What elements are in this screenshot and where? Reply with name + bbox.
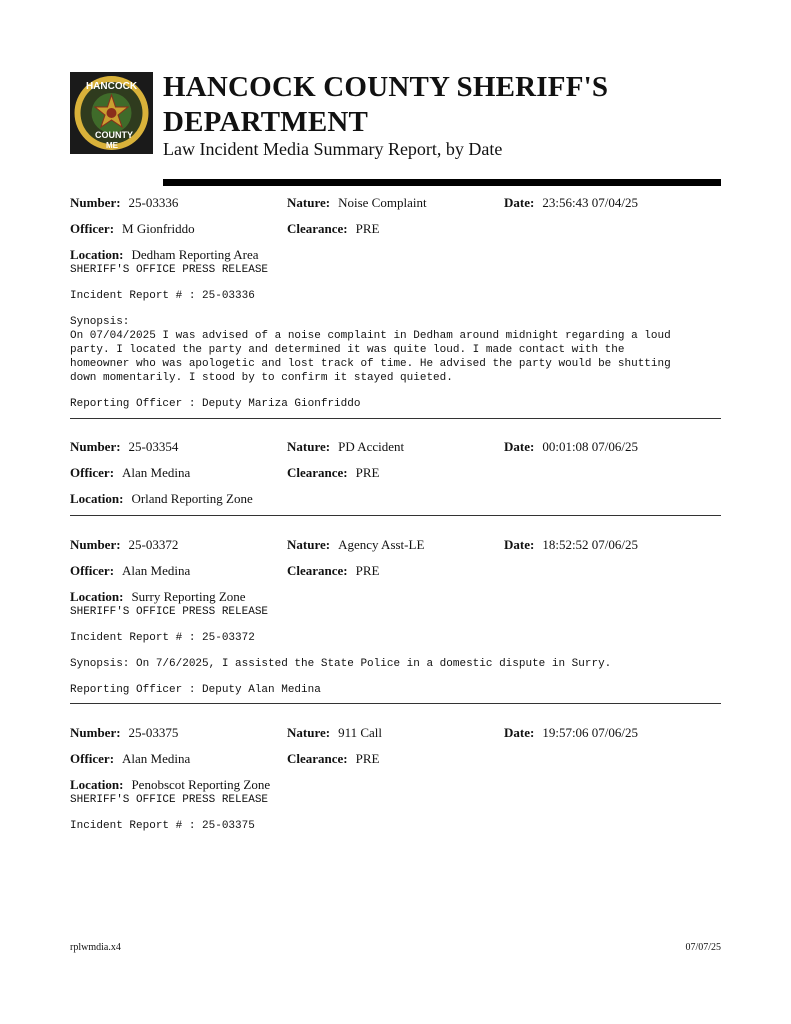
title-line-1: HANCOCK COUNTY SHERIFF'S xyxy=(163,71,609,103)
incident-clearance: PRE xyxy=(355,563,380,578)
date-label: Date: xyxy=(504,725,535,740)
incident-clearance: PRE xyxy=(355,751,380,766)
reporting-officer: Reporting Officer : Deputy Alan Medina xyxy=(70,684,321,696)
nature-label: Nature: xyxy=(287,195,331,210)
incident-number: 25-03372 xyxy=(128,537,179,552)
date-label: Date: xyxy=(504,537,535,552)
incident-nature: Noise Complaint xyxy=(338,195,427,210)
incident-nature: PD Accident xyxy=(338,439,405,454)
incident-report-number: Incident Report # : 25-03375 xyxy=(70,820,255,832)
incident-officer: Alan Medina xyxy=(122,563,191,578)
incident-nature: Agency Asst-LE xyxy=(338,537,425,552)
incident-officer: M Gionfriddo xyxy=(122,221,195,236)
incident-nature: 911 Call xyxy=(338,725,383,740)
nature-label: Nature: xyxy=(287,439,331,454)
incident-date: 19:57:06 07/06/25 xyxy=(542,725,639,740)
clearance-label: Clearance: xyxy=(287,751,348,766)
reporting-officer: Reporting Officer : Deputy Mariza Gionfriddo xyxy=(70,398,361,410)
incident-number: 25-03375 xyxy=(128,725,179,740)
badge-bottom-text: COUNTY xyxy=(95,130,133,140)
title-line-2: DEPARTMENT xyxy=(163,106,369,138)
incident-location: Surry Reporting Zone xyxy=(131,589,246,604)
record-divider xyxy=(70,515,721,516)
incident-clearance: PRE xyxy=(355,465,380,480)
nature-label: Nature: xyxy=(287,725,331,740)
report-subtitle: Law Incident Media Summary Report, by Date xyxy=(163,139,503,159)
incident-report-number: Incident Report # : 25-03336 xyxy=(70,290,255,302)
number-label: Number: xyxy=(70,537,121,552)
incident-clearance: PRE xyxy=(355,221,380,236)
incident-date: 23:56:43 07/04/25 xyxy=(542,195,639,210)
header-divider xyxy=(163,179,721,186)
officer-label: Officer: xyxy=(70,465,115,480)
incident-officer: Alan Medina xyxy=(122,465,191,480)
clearance-label: Clearance: xyxy=(287,465,348,480)
incident-report-number: Incident Report # : 25-03372 xyxy=(70,632,255,644)
number-label: Number: xyxy=(70,725,121,740)
incident-number: 25-03336 xyxy=(128,195,179,210)
incident-record xyxy=(70,195,721,411)
location-label: Location: xyxy=(70,491,124,506)
incident-officer: Alan Medina xyxy=(122,751,191,766)
location-label: Location: xyxy=(70,777,124,792)
incident-number: 25-03354 xyxy=(128,439,179,454)
press-release-heading: SHERIFF'S OFFICE PRESS RELEASE xyxy=(70,606,269,618)
officer-label: Officer: xyxy=(70,563,115,578)
sheriff-badge-logo xyxy=(70,72,153,154)
clearance-label: Clearance: xyxy=(287,221,348,236)
incident-synopsis: Synopsis: On 7/6/2025, I assisted the State Police in a domestic dispute in Surry. xyxy=(70,658,612,670)
record-divider xyxy=(70,418,721,419)
location-label: Location: xyxy=(70,247,124,262)
press-release-heading: SHERIFF'S OFFICE PRESS RELEASE xyxy=(70,264,269,276)
incident-date: 00:01:08 07/06/25 xyxy=(542,439,639,454)
incident-record xyxy=(70,537,721,697)
press-release-heading: SHERIFF'S OFFICE PRESS RELEASE xyxy=(70,794,269,806)
number-label: Number: xyxy=(70,439,121,454)
record-divider xyxy=(70,703,721,704)
badge-state-text: ME xyxy=(106,141,118,150)
officer-label: Officer: xyxy=(70,751,115,766)
incident-date: 18:52:52 07/06/25 xyxy=(542,537,639,552)
badge-top-text: HANCOCK xyxy=(85,81,138,92)
incident-record xyxy=(70,439,721,507)
date-label: Date: xyxy=(504,195,535,210)
number-label: Number: xyxy=(70,195,121,210)
date-label: Date: xyxy=(504,439,535,454)
incident-synopsis: Synopsis: On 07/04/2025 I was advised of a noise complaint in Dedham around midnight regarding a loud party. I located the party and determined it was quite loud. I made contact with the homeowner who was apologetic and lost track of time. He advised the party would be shutting down momentarily. I stood by to confirm it stayed quieted. xyxy=(70,316,671,384)
incident-location: Penobscot Reporting Zone xyxy=(131,777,271,792)
nature-label: Nature: xyxy=(287,537,331,552)
clearance-label: Clearance: xyxy=(287,563,348,578)
incident-location: Dedham Reporting Area xyxy=(131,247,259,262)
officer-label: Officer: xyxy=(70,221,115,236)
location-label: Location: xyxy=(70,589,124,604)
report-title xyxy=(163,70,608,140)
incident-record xyxy=(70,725,721,833)
footer-print-date: 07/07/25 xyxy=(685,942,721,953)
footer-report-id: rplwmdia.x4 xyxy=(70,942,121,953)
incident-location: Orland Reporting Zone xyxy=(131,491,253,506)
